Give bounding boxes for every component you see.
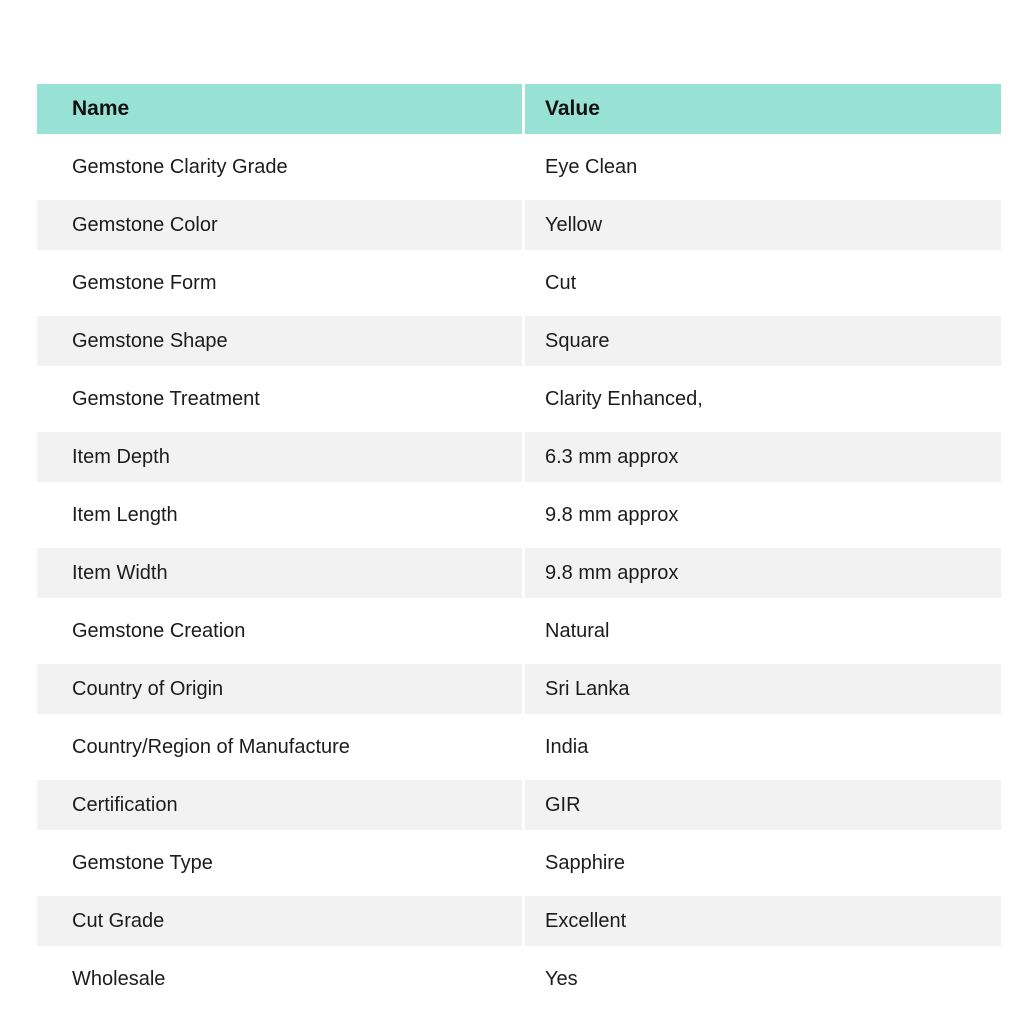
item-specifics-table <box>37 84 1001 1004</box>
row-name-cell: Gemstone Creation <box>37 606 522 656</box>
row-name-cell: Item Depth <box>37 432 522 482</box>
row-value-cell: Sri Lanka <box>525 664 1001 714</box>
table-row <box>37 374 1001 424</box>
row-name-cell: Gemstone Treatment <box>37 374 522 424</box>
table-row <box>37 142 1001 192</box>
row-name-cell: Country/Region of Manufacture <box>37 722 522 772</box>
row-value-cell: 9.8 mm approx <box>525 548 1001 598</box>
column-header-value: Value <box>525 84 1001 134</box>
row-value-cell: 6.3 mm approx <box>525 432 1001 482</box>
table-row <box>37 316 1001 366</box>
table-row <box>37 200 1001 250</box>
row-value-cell: Cut <box>525 258 1001 308</box>
row-name-cell: Gemstone Shape <box>37 316 522 366</box>
row-name-cell: Item Width <box>37 548 522 598</box>
row-value-cell: GIR <box>525 780 1001 830</box>
row-name-cell: Gemstone Clarity Grade <box>37 142 522 192</box>
row-value-cell: India <box>525 722 1001 772</box>
row-name-cell: Gemstone Type <box>37 838 522 888</box>
row-value-cell: Square <box>525 316 1001 366</box>
table-row <box>37 780 1001 830</box>
table-row <box>37 606 1001 656</box>
row-value-cell: Yes <box>525 954 1001 1004</box>
row-name-cell: Item Length <box>37 490 522 540</box>
row-value-cell: Eye Clean <box>525 142 1001 192</box>
table-header-row <box>37 84 1001 134</box>
row-name-cell: Gemstone Color <box>37 200 522 250</box>
row-value-cell: Excellent <box>525 896 1001 946</box>
row-name-cell: Certification <box>37 780 522 830</box>
row-value-cell: Clarity Enhanced, <box>525 374 1001 424</box>
table-row <box>37 722 1001 772</box>
row-value-cell: Sapphire <box>525 838 1001 888</box>
row-name-cell: Wholesale <box>37 954 522 1004</box>
row-name-cell: Gemstone Form <box>37 258 522 308</box>
table-row <box>37 490 1001 540</box>
table-row <box>37 838 1001 888</box>
row-value-cell: Natural <box>525 606 1001 656</box>
table-row <box>37 258 1001 308</box>
row-value-cell: Yellow <box>525 200 1001 250</box>
row-value-cell: 9.8 mm approx <box>525 490 1001 540</box>
table-row <box>37 896 1001 946</box>
table-row <box>37 432 1001 482</box>
row-name-cell: Country of Origin <box>37 664 522 714</box>
row-name-cell: Cut Grade <box>37 896 522 946</box>
column-header-name: Name <box>37 84 522 134</box>
table-row <box>37 954 1001 1004</box>
table-row <box>37 664 1001 714</box>
table-row <box>37 548 1001 598</box>
